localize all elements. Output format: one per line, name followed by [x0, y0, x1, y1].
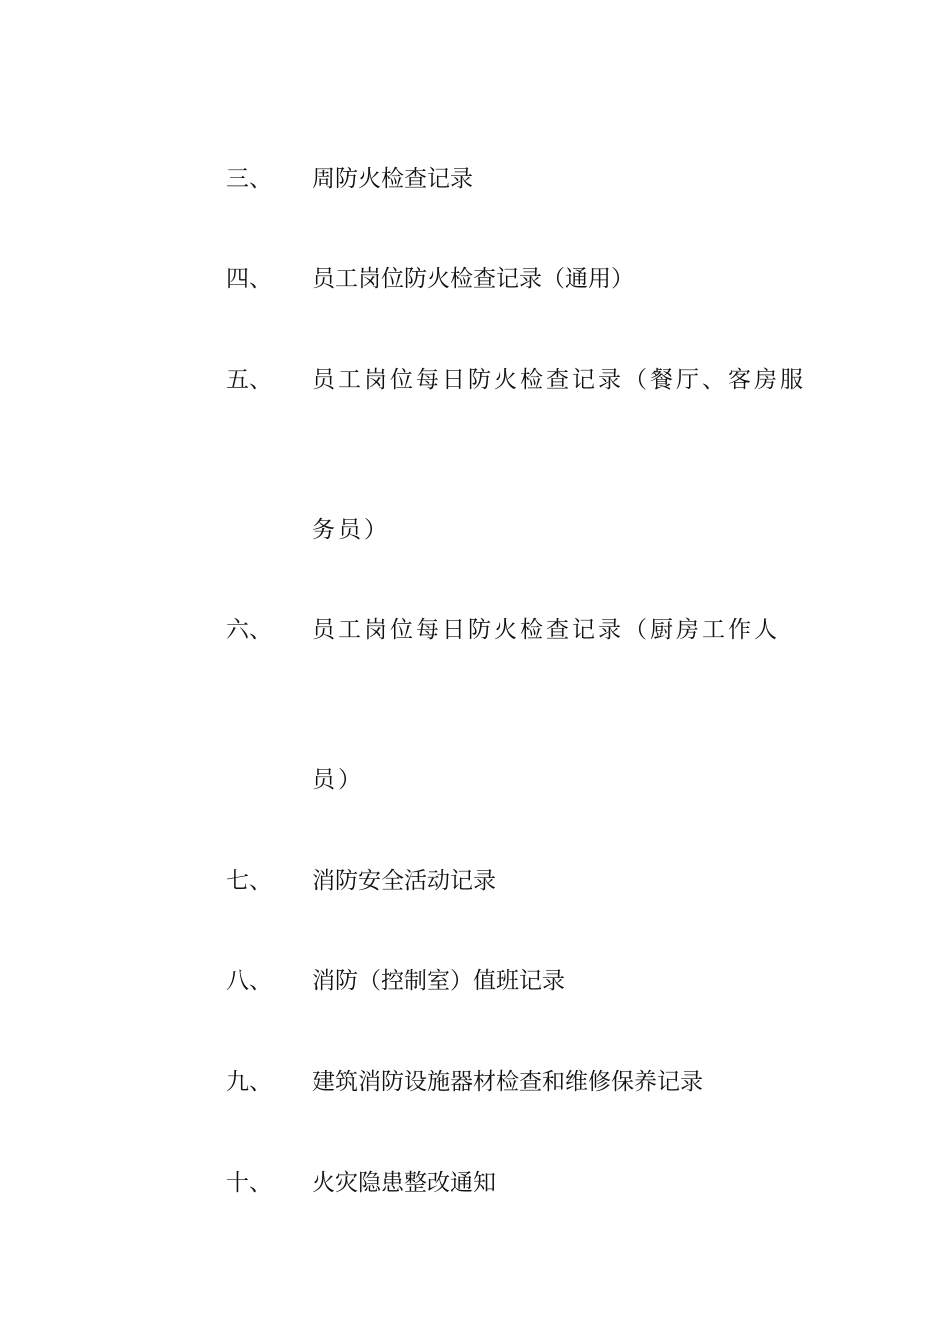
item-number: 九、: [226, 1069, 272, 1095]
item-text: 员工岗位每日防火检查记录（餐厅、客房服: [312, 367, 806, 393]
item-number: 六、: [226, 617, 272, 643]
item-continuation: 务员）: [312, 517, 390, 543]
item-text: 火灾隐患整改通知: [312, 1170, 496, 1196]
item-text: 员工岗位防火检查记录（通用）: [312, 266, 634, 292]
item-text: 消防（控制室）值班记录: [312, 968, 565, 994]
item-text: 建筑消防设施器材检查和维修保养记录: [312, 1069, 703, 1095]
item-continuation: 员）: [312, 767, 364, 793]
item-number: 七、: [226, 868, 272, 894]
item-number: 八、: [226, 968, 272, 994]
item-number: 三、: [226, 166, 272, 192]
item-number: 十、: [226, 1170, 272, 1196]
item-text: 消防安全活动记录: [312, 868, 496, 894]
item-text: 员工岗位每日防火检查记录（厨房工作人: [312, 617, 780, 643]
item-text: 周防火检查记录: [312, 166, 473, 192]
item-number: 五、: [226, 367, 272, 393]
item-number: 四、: [226, 266, 272, 292]
